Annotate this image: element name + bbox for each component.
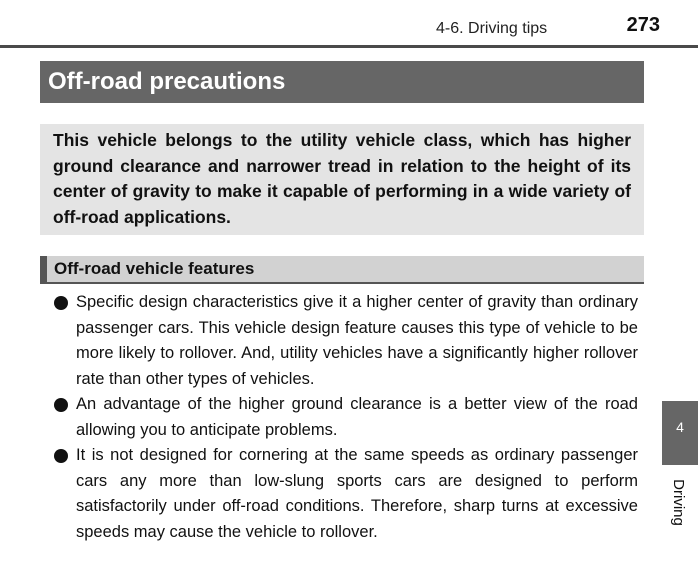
list-item-text: An advantage of the higher ground clearance is a better view of the road allowing you to anticipate problems. [76,395,638,439]
list-item-text: It is not designed for cornering at the same speeds as ordinary passenger cars any more than low-slung sports cars are designed to perform satisfactorily under off-road conditions. Therefore, sharp turns at excessive speeds may cause the vehicle to rollover. [76,446,638,541]
chapter-label [660,470,696,534]
running-header-section: 4-6. Driving tips [436,20,548,37]
section-heading: Off-road vehicle features [40,256,644,284]
list-item [54,392,638,443]
list-item-text: Specific design characteristics give it a higher center of gravity than ordinary passenger cars. This vehicle design feature causes this type of vehicle to be more likely to rollover. And, utility vehicles have a significantly higher rollover rate than other types of vehicles. [76,293,638,388]
page-title: Off-road precautions [40,61,644,103]
feature-bullet-list [54,290,638,545]
bullet-icon [54,296,68,310]
intro-callout: This vehicle belongs to the utility vehicle class, which has higher ground clearance and narrower tread in relation to the height of its center of gravity to make it capable of performing in a wide variety of off-road applications. [40,124,644,235]
bullet-icon [54,449,68,463]
list-item [54,443,638,545]
header-divider [0,45,698,48]
page-number: 273 [626,14,660,36]
bullet-icon [54,398,68,412]
chapter-tab: 4 [662,401,698,465]
chapter-label-text: Driving [669,478,687,526]
list-item [54,290,638,392]
